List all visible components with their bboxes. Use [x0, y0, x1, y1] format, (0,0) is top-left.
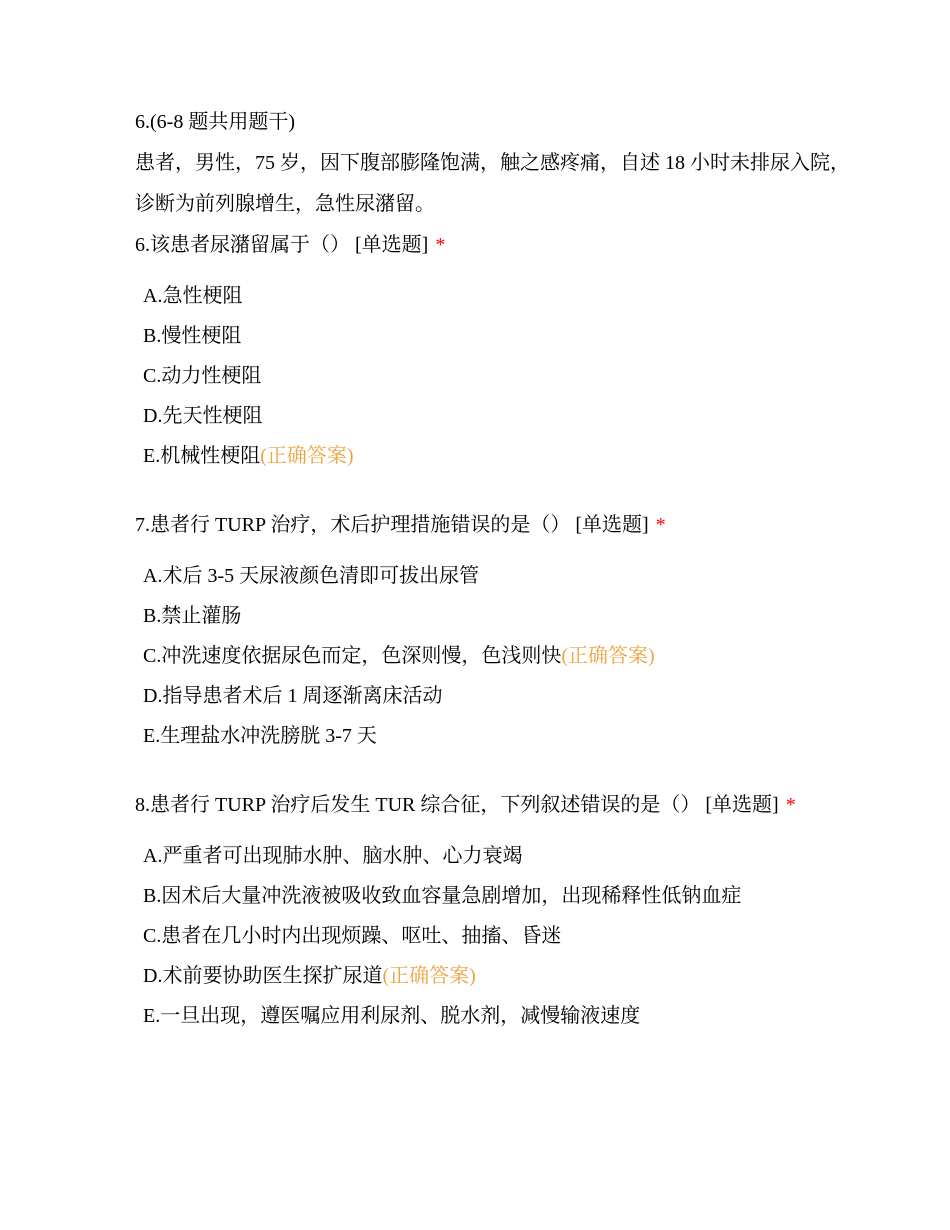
question-6-title: [135, 225, 895, 266]
question-7-title-text: 7.患者行 TURP 治疗，术后护理措施错误的是（） [单选题]: [135, 514, 649, 536]
option-label: D.指导患者术后 1 周逐渐离床活动: [143, 685, 443, 707]
option-6-b: [143, 316, 895, 356]
option-label: B.慢性梗阻: [143, 325, 242, 347]
option-8-d: [143, 956, 895, 996]
option-6-e: [143, 436, 895, 476]
option-label: C.动力性梗阻: [143, 365, 262, 387]
option-8-c: [143, 916, 895, 956]
option-8-b: [143, 876, 895, 916]
option-7-c: [143, 636, 895, 676]
question-6-options: [143, 276, 895, 476]
question-7-title: [135, 505, 895, 546]
option-label: B.禁止灌肠: [143, 605, 242, 627]
option-7-d: [143, 676, 895, 716]
option-8-a: [143, 836, 895, 876]
correct-answer-marker: (正确答案): [561, 645, 655, 667]
option-label: E.一旦出现，遵医嘱应用利尿剂、脱水剂，减慢输液速度: [143, 1005, 641, 1027]
option-label: A.严重者可出现肺水肿、脑水肿、心力衰竭: [143, 845, 523, 867]
option-8-e: [143, 996, 895, 1036]
correct-answer-marker: (正确答案): [382, 965, 476, 987]
option-7-a: [143, 556, 895, 596]
option-label: E.机械性梗阻: [143, 445, 261, 467]
question-7-options: [143, 556, 895, 756]
question-8: [135, 785, 895, 1036]
question-6-title-text: 6.该患者尿潴留属于（） [单选题]: [135, 234, 429, 256]
group-header: 6.(6-8 题共用题干): [135, 111, 295, 133]
question-8-title-text: 8.患者行 TURP 治疗后发生 TUR 综合征，下列叙述错误的是（） [单选题]: [135, 794, 779, 816]
option-7-b: [143, 596, 895, 636]
question-8-title: [135, 785, 895, 826]
stem-line-2: 诊断为前列腺增生，急性尿潴留。: [135, 193, 435, 215]
required-asterisk: *: [785, 794, 796, 816]
correct-answer-marker: (正确答案): [260, 445, 354, 467]
option-label: D.术前要协助医生探扩尿道: [143, 965, 383, 987]
option-label: D.先天性梗阻: [143, 405, 263, 427]
question-7: [135, 505, 895, 756]
required-asterisk: *: [435, 234, 446, 256]
stem-line-1: 患者，男性，75 岁，因下腹部膨隆饱满，触之感疼痛，自述 18 小时未排尿入院，: [135, 152, 850, 174]
option-6-d: [143, 396, 895, 436]
required-asterisk: *: [655, 514, 666, 536]
option-label: E.生理盐水冲洗膀胱 3-7 天: [143, 725, 377, 747]
option-6-c: [143, 356, 895, 396]
option-7-e: [143, 716, 895, 756]
option-label: C.患者在几小时内出现烦躁、呕吐、抽搐、昏迷: [143, 925, 562, 947]
option-label: A.术后 3-5 天尿液颜色清即可拔出尿管: [143, 565, 480, 587]
option-label: C.冲洗速度依据尿色而定，色深则慢，色浅则快: [143, 645, 562, 667]
option-label: B.因术后大量冲洗液被吸收致血容量急剧增加，出现稀释性低钠血症: [143, 885, 742, 907]
question-8-options: [143, 836, 895, 1036]
option-6-a: [143, 276, 895, 316]
question-6: [135, 225, 895, 476]
option-label: A.急性梗阻: [143, 285, 243, 307]
